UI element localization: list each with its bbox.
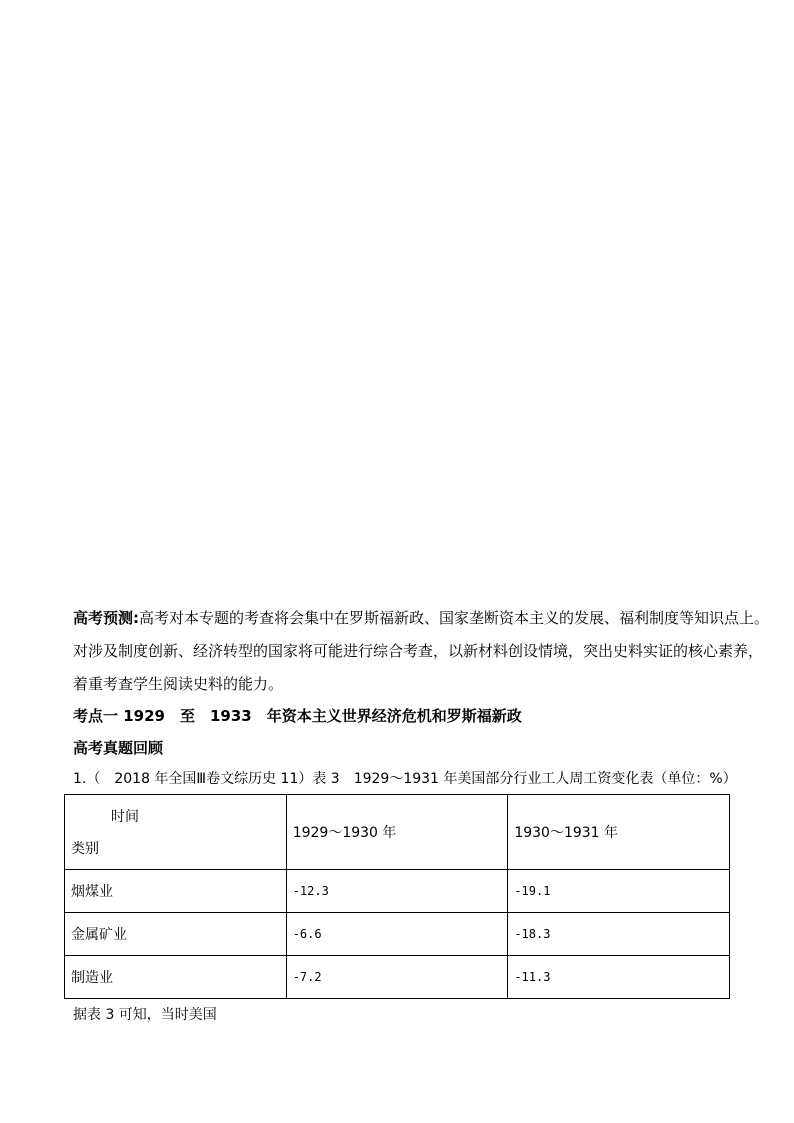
row-category: 制造业 [65,956,287,999]
row-category: 金属矿业 [65,913,287,956]
question-conclusion: 据表 3 可知，当时美国 [73,1007,217,1023]
forecast-label: 高考预测: [73,609,139,627]
row-category: 烟煤业 [65,870,287,913]
forecast-line-2: 对涉及制度创新、经济转型的国家将可能进行综合考查，以新材料创设情境，突出史料实证的核心素养， [73,642,764,660]
table-row [65,956,730,999]
row-value-1929-1930: -7.2 [286,956,508,999]
header-col-1929-1930: 1929～1930 年 [286,795,508,870]
question-stem: 1.（ 2018 年全国Ⅲ卷文综历史 11）表 3 1929～1931 年美国部分行业工人周工资变化表（单位：%） [73,771,737,787]
header-col-1930-1931: 1930～1931 年 [508,795,730,870]
row-value-1929-1930: -6.6 [286,913,508,956]
row-value-1930-1931: -11.3 [508,956,730,999]
forecast-line-3: 着重考查学生阅读史料的能力。 [73,675,284,693]
table-row [65,870,730,913]
row-value-1930-1931: -19.1 [508,870,730,913]
table-row [65,913,730,956]
table-header-row [65,795,730,870]
subsection-heading: 高考真题回顾 [73,739,164,757]
forecast-line-1 [73,607,769,629]
wage-change-table [64,794,730,999]
header-category-label: 类别 [71,841,99,857]
row-value-1930-1931: -18.3 [508,913,730,956]
header-time-label: 时间 [111,809,139,825]
row-value-1929-1930: -12.3 [286,870,508,913]
forecast-text-1: 高考对本专题的考查将会集中在罗斯福新政、国家垄断资本主义的发展、福利制度等知识点上。 [139,609,770,627]
section-heading: 考点一 1929 至 1933 年资本主义世界经济危机和罗斯福新政 [73,707,522,725]
header-diagonal-cell [65,795,287,870]
